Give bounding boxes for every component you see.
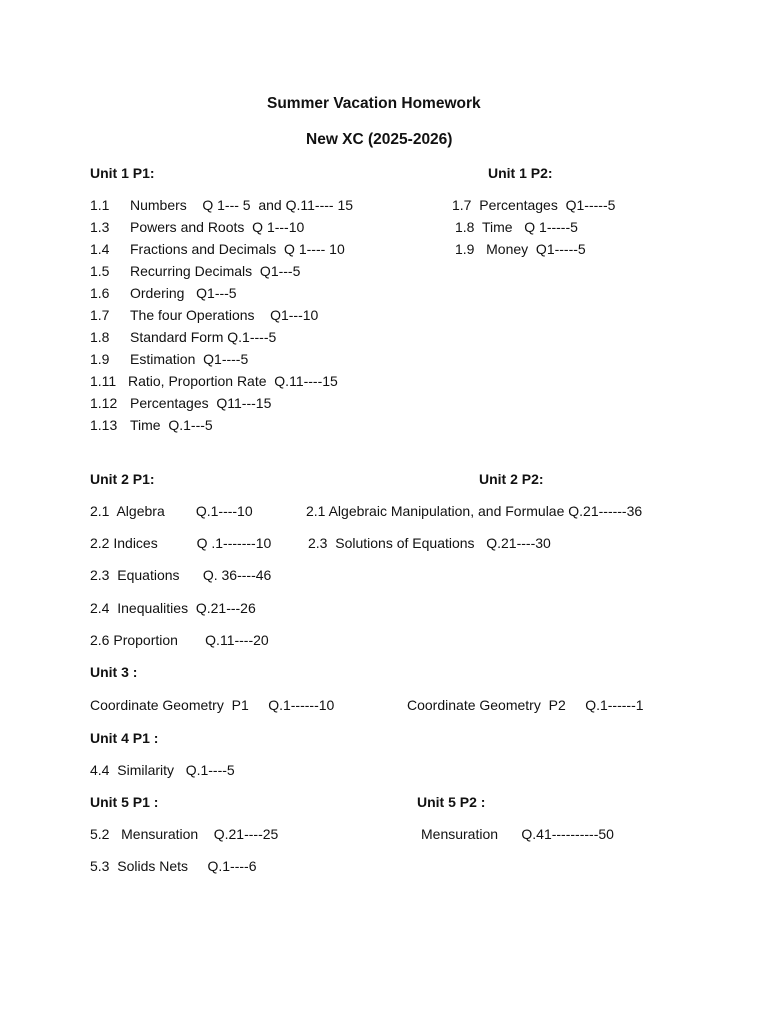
list-item-text: Standard Form Q.1----5 [130,329,277,345]
list-item-num: 1.6 [90,285,110,301]
list-item-text: The four Operations Q1---10 [130,307,319,323]
list-item-num: 1.12 [90,395,118,411]
list-item: 2.4 Inequalities Q.21---26 [90,600,256,616]
list-item-num: 1.9 [90,351,110,367]
document-subtitle: New XC (2025-2026) [306,131,453,148]
list-item: Coordinate Geometry P1 Q.1------10 [90,697,335,713]
list-item-text: Ordering Q1---5 [130,285,237,301]
list-item: 1.9 Money Q1-----5 [455,241,586,257]
unit2-p1-heading: Unit 2 P1: [90,471,155,487]
list-item: 1.7 Percentages Q1-----5 [452,197,616,213]
list-item-num: 1.13 [90,417,118,433]
list-item-num: 1.4 [90,241,110,257]
unit1-p1-heading: Unit 1 P1: [90,165,155,181]
list-item: 4.4 Similarity Q.1----5 [90,762,235,778]
list-item: 5.3 Solids Nets Q.1----6 [90,858,257,874]
unit5-p1-heading: Unit 5 P1 : [90,794,159,810]
list-item: 1.8 Time Q 1-----5 [455,219,578,235]
unit1-p2-heading: Unit 1 P2: [488,165,553,181]
list-item-text: Percentages Q11---15 [130,395,272,411]
list-item: 2.6 Proportion Q.11----20 [90,632,269,648]
list-item-text: Time Q.1---5 [130,417,213,433]
list-item: 2.3 Solutions of Equations Q.21----30 [308,535,551,551]
list-item-text: Powers and Roots Q 1---10 [130,219,305,235]
list-item-text: Ratio, Proportion Rate Q.11----15 [128,373,338,389]
list-item: 2.1 Algebra Q.1----10 [90,503,253,519]
list-item-num: 1.5 [90,263,110,279]
unit4-heading: Unit 4 P1 : [90,730,159,746]
list-item: 2.1 Algebraic Manipulation, and Formulae Q.21------36 [306,503,643,519]
unit2-p2-heading: Unit 2 P2: [479,471,544,487]
list-item: Mensuration Q.41----------50 [421,826,614,842]
list-item-text: Fractions and Decimals Q 1---- 10 [130,241,345,257]
list-item-text: Numbers Q 1--- 5 and Q.11---- 15 [130,197,354,213]
list-item: 2.2 Indices Q .1-------10 [90,535,272,551]
list-item-text: Estimation Q1----5 [130,351,249,367]
list-item: 2.3 Equations Q. 36----46 [90,567,272,583]
unit5-p2-heading: Unit 5 P2 : [417,794,486,810]
document-title: Summer Vacation Homework [267,95,481,112]
list-item-text: Recurring Decimals Q1---5 [130,263,301,279]
list-item: Coordinate Geometry P2 Q.1------1 [407,697,644,713]
list-item-num: 1.3 [90,219,110,235]
list-item-num: 1.1 [90,197,110,213]
list-item-num: 1.8 [90,329,110,345]
unit3-heading: Unit 3 : [90,664,138,680]
list-item-num: 1.11 [90,373,117,389]
list-item: 5.2 Mensuration Q.21----25 [90,826,279,842]
list-item-num: 1.7 [90,307,110,323]
